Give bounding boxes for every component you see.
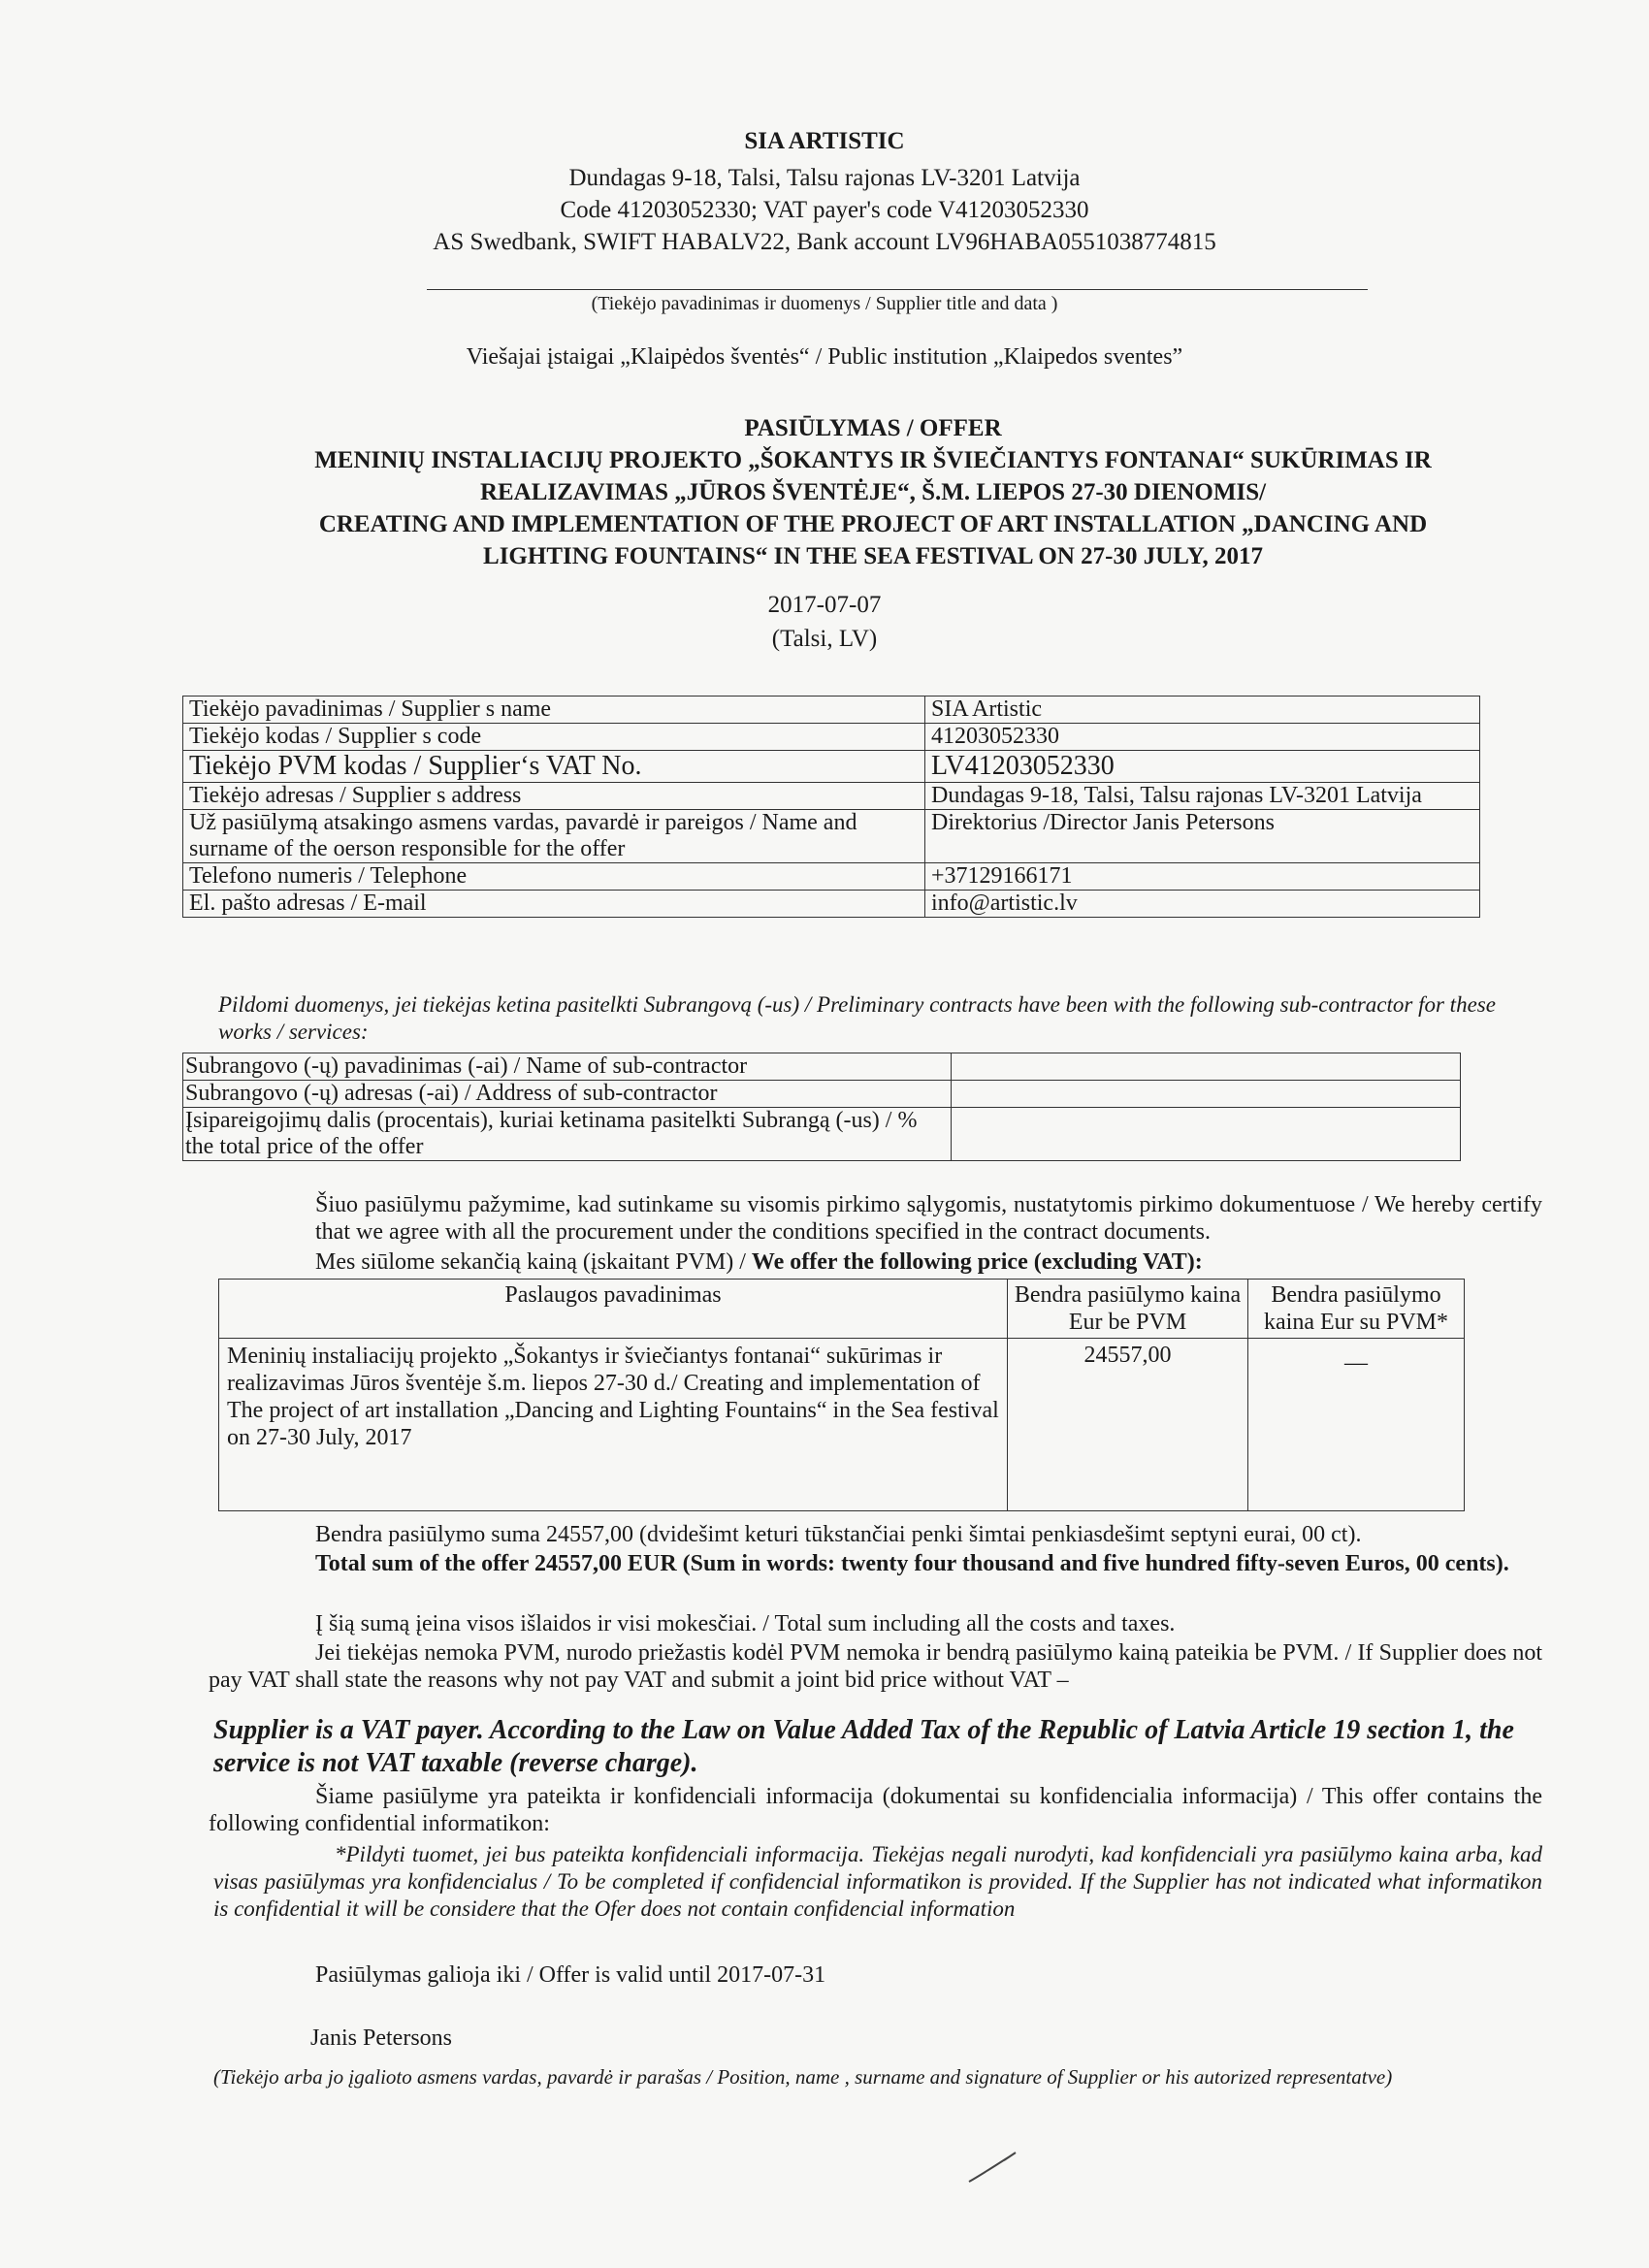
offer-heading bbox=[223, 412, 1523, 572]
supplier-name-label: Tiekėjo pavadinimas / Supplier s name bbox=[183, 697, 925, 724]
email-label: El. pašto adresas / E-mail bbox=[183, 891, 925, 918]
supplier-caption: (Tiekėjo pavadinimas ir duomenys / Supplier title and data ) bbox=[591, 293, 1058, 314]
vat-statement: Supplier is a VAT payer. According to the Law on Value Added Tax of the Republic of Latvia Article 19 section 1, the service is not VAT taxable (reverse charge). bbox=[213, 1715, 1514, 1778]
price-with-vat-value: — bbox=[1248, 1339, 1465, 1511]
subcontractor-note: Pildomi duomenys, jei tiekėjas ketina pasitelkti Subrangovą (-us) / Preliminary contracts have been with the following sub-contractor for these works / services: bbox=[218, 992, 1496, 1044]
subcontractor-name-value bbox=[952, 1053, 1461, 1081]
supplier-address-value: Dundagas 9-18, Talsi, Talsu rajonas LV-3201 Latvija bbox=[925, 783, 1480, 810]
email-value: info@artistic.lv bbox=[925, 891, 1480, 918]
supplier-table bbox=[182, 696, 1480, 918]
offer-subtitle-1: MENINIŲ INSTALIACIJŲ PROJEKTO „ŠOKANTYS IR ŠVIEČIANTYS FONTANAI“ SUKŪRIMAS IR bbox=[314, 447, 1432, 473]
price-without-vat-value: 24557,00 bbox=[1008, 1339, 1248, 1511]
table-row bbox=[183, 697, 1480, 724]
responsible-person-label: Už pasiūlymą atsakingo asmens vardas, pavardė ir pareigos / Name and surname of the oerson responsible for the offer bbox=[183, 810, 925, 863]
subcontractor-name-label: Subrangovo (-ų) pavadinimas (-ai) / Name of sub-contractor bbox=[183, 1053, 952, 1081]
validity-text: Pasiūlymas galioja iki / Offer is valid until 2017-07-31 bbox=[315, 1962, 826, 1988]
header-rule bbox=[427, 289, 1368, 290]
company-name: SIA ARTISTIC bbox=[744, 128, 905, 154]
supplier-vat-label: Tiekėjo PVM kodas / Supplier‘s VAT No. bbox=[183, 751, 925, 783]
costs-text: Į šią sumą įeina visos išlaidos ir visi mokesčiai. / Total sum including all the costs and taxes. bbox=[315, 1611, 1176, 1636]
table-row bbox=[219, 1339, 1465, 1511]
supplier-name-value: SIA Artistic bbox=[925, 697, 1480, 724]
responsible-person-value: Direktorius /Director Janis Petersons bbox=[925, 810, 1480, 863]
supplier-vat-value: LV41203052330 bbox=[925, 751, 1480, 783]
table-row bbox=[183, 1108, 1461, 1161]
offer-title: PASIŪLYMAS / OFFER bbox=[744, 415, 1002, 441]
subcontractor-address-label: Subrangovo (-ų) adresas (-ai) / Address of sub-contractor bbox=[183, 1081, 952, 1108]
total-en: Total sum of the offer 24557,00 EUR (Sum in words: twenty four thousand and five hundred fifty-seven Euros, 00 cents). bbox=[315, 1551, 1509, 1576]
offer-subtitle-3: CREATING AND IMPLEMENTATION OF THE PROJECT OF ART INSTALLATION „DANCING AND bbox=[318, 511, 1428, 537]
company-address: Dundagas 9-18, Talsi, Talsu rajonas LV-3201 Latvija bbox=[568, 165, 1081, 191]
signature-mark bbox=[965, 2149, 1023, 2187]
table-row bbox=[183, 810, 1480, 863]
subcontractor-share-label: Įsipareigojimų dalis (procentais), kuriai ketinama pasitelkti Subrangą (-us) / % the total price of the offer bbox=[183, 1108, 952, 1161]
table-row bbox=[183, 891, 1480, 918]
subcontractor-table bbox=[182, 1053, 1461, 1161]
confidential-text: Šiame pasiūlyme yra pateikta ir konfidenciali informacija (dokumentai su konfidencialia informacija) / This offer contains the following confidential informatikon: bbox=[209, 1784, 1542, 1836]
company-bank: AS Swedbank, SWIFT HABALV22, Bank account LV96HABA0551038774815 bbox=[433, 229, 1216, 255]
service-description: Meninių instaliacijų projekto „Šokantys ir šviečiantys fontanai“ sukūrimas ir realizavimas Jūros šventėje š.m. liepos 27-30 d./ Creating and implementation of The project of art installation „Dancing and Lighting Fountains“ in the Sea festival on 27-30 July, 2017 bbox=[219, 1339, 1008, 1511]
recipient-line: Viešajai įstaigai „Klaipėdos šventės“ / Public institution „Klaipedos sventes” bbox=[466, 344, 1183, 370]
table-row bbox=[183, 1081, 1461, 1108]
supplier-code-label: Tiekėjo kodas / Supplier s code bbox=[183, 724, 925, 751]
table-header-row bbox=[219, 1280, 1465, 1339]
price-table bbox=[218, 1279, 1465, 1511]
service-name-header: Paslaugos pavadinimas bbox=[219, 1280, 1008, 1339]
signature-caption: (Tiekėjo arba jo įgalioto asmens vardas, pavardė ir parašas / Position, name , surname and signature of Supplier or his autorized representatve) bbox=[213, 2065, 1393, 2089]
confidential-note: *Pildyti tuomet, jei bus pateikta konfidenciali informacija. Tiekėjas negali nurodyti, kad konfidenciali yra pasiūlymo kaina arba, kad visas pasiūlymas yra konfidencialus / To be completed if confidencial informatikon is provided. If the Supplier has not indicated what informatikon is confidential it will be considere that the Ofer does not contain confidencial information bbox=[213, 1842, 1542, 1921]
price-intro-bold: We offer the following price (excluding VAT): bbox=[751, 1249, 1203, 1275]
supplier-code-value: 41203052330 bbox=[925, 724, 1480, 751]
table-row bbox=[183, 724, 1480, 751]
telephone-value: +37129166171 bbox=[925, 863, 1480, 891]
offer-subtitle-2: REALIZAVIMAS „JŪROS ŠVENTĖJE“, Š.M. LIEPOS 27-30 DIENOMIS/ bbox=[479, 479, 1267, 505]
total-lt: Bendra pasiūlymo suma 24557,00 (dvidešimt keturi tūkstančiai penki šimtai penkiasdešimt septyni eurai, 00 ct). bbox=[315, 1522, 1362, 1547]
table-row bbox=[183, 783, 1480, 810]
table-row bbox=[183, 1053, 1461, 1081]
subcontractor-address-value bbox=[952, 1081, 1461, 1108]
telephone-label: Telefono numeris / Telephone bbox=[183, 863, 925, 891]
offer-date: 2017-07-07 bbox=[767, 592, 882, 618]
signatory-name: Janis Petersons bbox=[310, 2025, 452, 2051]
offer-place: (Talsi, LV) bbox=[771, 626, 878, 652]
certify-text: Šiuo pasiūlymu pažymime, kad sutinkame su visomis pirkimo sąlygomis, nustatytomis pirkimo dokumentuose / We hereby certify that we agree with all the procurement under the conditions specified in the contract documents. bbox=[315, 1192, 1542, 1245]
table-row bbox=[183, 751, 1480, 783]
price-intro bbox=[315, 1248, 1542, 1276]
price-with-vat-header: Bendra pasiūlymo kaina Eur su PVM* bbox=[1248, 1280, 1465, 1339]
subcontractor-share-value bbox=[952, 1108, 1461, 1161]
company-codes: Code 41203052330; VAT payer's code V41203052330 bbox=[560, 197, 1089, 223]
price-without-vat-header: Bendra pasiūlymo kaina Eur be PVM bbox=[1008, 1280, 1248, 1339]
table-row bbox=[183, 863, 1480, 891]
vat-reason-text: Jei tiekėjas nemoka PVM, nurodo priežastis kodėl PVM nemoka ir bendrą pasiūlymo kainą pateikia be PVM. / If Supplier does not pay VAT shall state the reasons why not pay VAT and submit a joint bid price without VAT – bbox=[209, 1640, 1542, 1693]
price-intro-normal: Mes siūlome sekančią kainą (įskaitant PVM) / bbox=[315, 1249, 752, 1275]
supplier-address-label: Tiekėjo adresas / Supplier s address bbox=[183, 783, 925, 810]
offer-subtitle-4: LIGHTING FOUNTAINS“ IN THE SEA FESTIVAL ON 27-30 JULY, 2017 bbox=[483, 543, 1263, 569]
